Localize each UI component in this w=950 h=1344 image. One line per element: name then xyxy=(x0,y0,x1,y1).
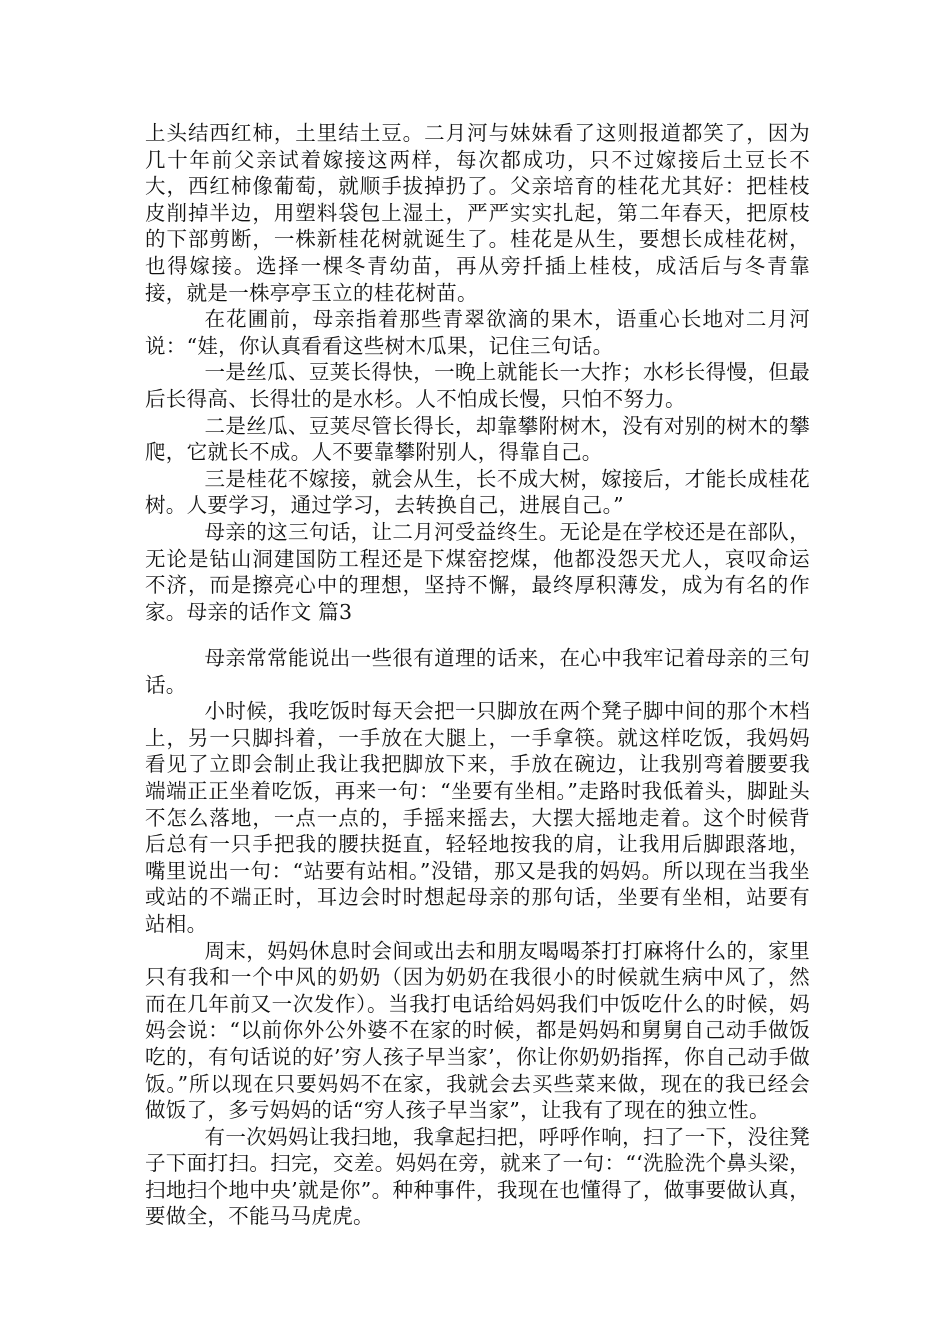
paragraph-conclusion: 母亲的这三句话，让二月河受益终生。无论是在学校还是在部队，无论是钻山洞建国防工程还是下煤窑挖煤，他都没怨天尤人，哀叹命运不济，而是擦亮心中的理想，坚持不懈，最终厚积薄发，成为有名的作家。母亲的话作文 篇3 xyxy=(145,519,810,624)
article-section-continued xyxy=(145,120,810,625)
article-section-3 xyxy=(145,645,810,1230)
paragraph-mother-advice-intro: 在花圃前，母亲指着那些青翠欲滴的果木，语重心长地对二月河说：“娃，你认真看看这些树木瓜果，记住三句话。 xyxy=(145,307,810,358)
paragraph-advice-three: 三是桂花不嫁接，就会从生，长不成大树，嫁接后，才能长成桂花树。人要学习，通过学习，去转换自己，进展自己。” xyxy=(145,466,810,518)
paragraph-grafting-story: 上头结西红柿，土里结土豆。二月河与妹妹看了这则报道都笑了，因为几十年前父亲试着嫁接这两样，每次都成功，只不过嫁接后土豆长不大，西红柿像葡萄，就顺手拔掉扔了。父亲培育的桂花尤其好：把桂枝皮削掉半边，用塑料袋包上湿土，严严实实扎起，第二年春天，把原枝的下部剪断，一株新桂花树就诞生了。桂花是从生，要想长成桂花树，也得嫁接。选择一棵冬青幼苗，再从旁扦插上桂枝，成活后与冬青靠接，就是一株亭亭玉立的桂花树苗。 xyxy=(145,121,810,305)
paragraph-advice-one: 一是丝瓜、豆荚长得快，一晚上就能长一大拃；水杉长得慢，但最后长得高、长得壮的是水杉。人不怕成长慢，只怕不努力。 xyxy=(145,360,810,411)
paragraph-advice-two: 二是丝瓜、豆荚尽管长得长，却靠攀附树木，没有对别的树木的攀爬，它就长不成。人不要靠攀附别人，得靠自己。 xyxy=(145,413,810,465)
paragraph-sitting-standing: 小时候，我吃饭时每天会把一只脚放在两个凳子脚中间的那个木档上，另一只脚抖着，一手放在大腿上，一手拿筷。就这样吃饭，我妈妈看见了立即会制止我让我把脚放下来，手放在碗边，让我别弯着腰要我端端正正坐着吃饭，再来一句：“坐要有坐相。”走路时我低着头，脚趾头不怎么落地，一点一点的，手摇来摇去，大摆大摇地走着。这个时候背后总有一只手把我的腰扶挺直，轻轻地按我的肩，让我用后脚跟落地，嘴里说出一句：“站要有站相。”没错，那又是我的妈妈。所以现在当我坐或站的不端正时，耳边会时时想起母亲的那句话，坐要有坐相，站要有站相。 xyxy=(145,699,810,936)
paragraph-three-sayings-intro: 母亲常常能说出一些很有道理的话来，在心中我牢记着母亲的三句话。 xyxy=(145,646,810,697)
paragraph-cooking: 周末，妈妈休息时会间或出去和朋友喝喝茶打打麻将什么的，家里只有我和一个中风的奶奶（因为奶奶在我很小的时候就生病中风了，然而在几年前又一次发作）。当我打电话给妈妈我们中饭吃什么的时候，妈妈会说：“以前你外公外婆不在家的时候，都是妈妈和舅舅自己动手做饭吃的，有句话说的好’穷人孩子早当家’，你让你奶奶指挥，你自己动手做饭。”所以现在只要妈妈不在家，我就会去买些菜来做，现在的我已经会做饭了，多亏妈妈的话“穷人孩子早当家”，让我有了现在的独立性。 xyxy=(145,938,810,1123)
paragraph-sweeping: 有一次妈妈让我扫地，我拿起扫把，呼呼作响，扫了一下，没往凳子下面打扫。扫完，交差。妈妈在旁，就来了一句：“‘洗脸洗个鼻头梁，扫地扫个地中央’就是你”。种种事件，我现在也懂得了，做事要做认真，要做全，不能马马虎虎。 xyxy=(145,1124,810,1229)
